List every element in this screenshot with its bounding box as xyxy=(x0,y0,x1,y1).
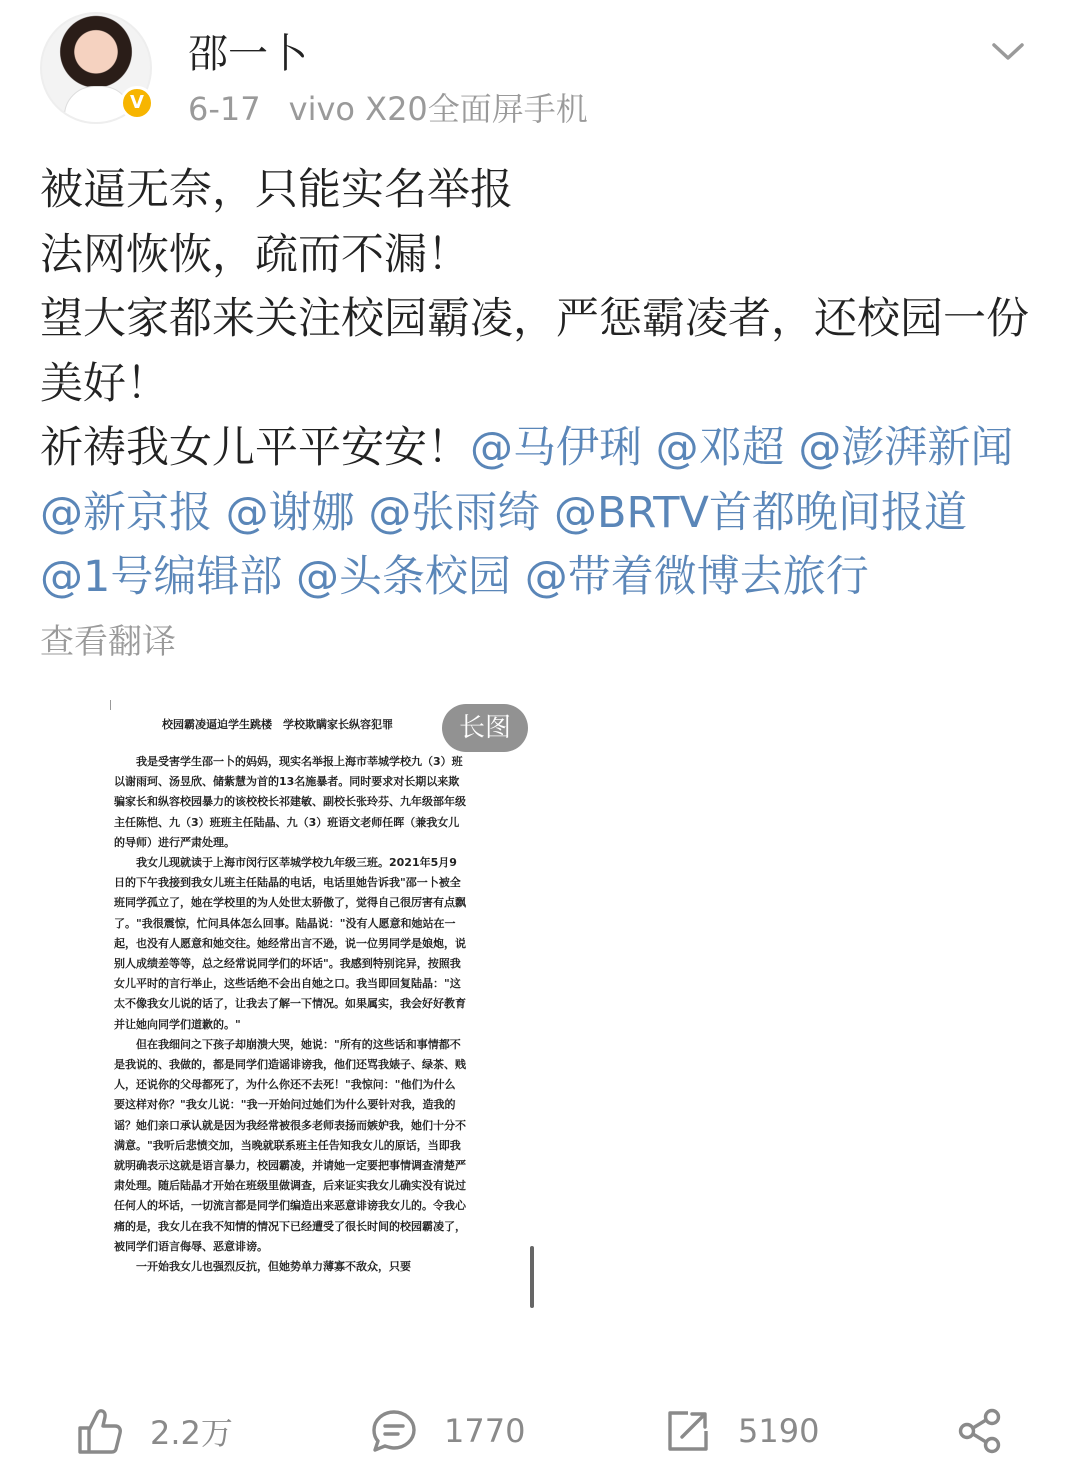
long-image-badge: 长图 xyxy=(442,704,528,752)
post-line-4 xyxy=(40,416,1040,610)
mention-link[interactable]: @谢娜 xyxy=(225,487,355,538)
mention-link[interactable]: @马伊琍 xyxy=(470,423,642,473)
post-line-1: 被逼无奈，只能实名举报 xyxy=(40,165,513,215)
like-count: 2.2万 xyxy=(150,1414,233,1452)
doc-paragraph: 但在我细问之下孩子却崩溃大哭，她说："所有的这些话和事情都不是我说的、我做的，都是同学们造谣诽谤我，他们还骂我婊子、绿茶、贱人，还说你的父母都死了，为什么你还不去死！"我惊问："他们为什么要这样对你？"我女儿说："我一开始问过她们为什么要针对我，造我的谣？她们亲口承认就是因为我经常被很多老师表扬而嫉妒我，她们十分不满意。"我听后悲愤交加，当晚就联系班主任告知我女儿的原话，当即我就明确表示这就是语言暴力，校园霸凌，并请她一定要把事情调查清楚严肃处理。随后陆晶才开始在班级里做调查，后来证实我女儿确实没有说过任何人的坏话，一切流言都是同学们编造出来恶意诽谤我女儿的。令我心痛的是，我女儿在我不知情的情况下已经遭受了很长时间的校园霸凌了，被同学们语言侮辱、恶意诽谤。 xyxy=(114,1037,466,1253)
comment-icon xyxy=(370,1407,418,1455)
mention-link[interactable]: @张雨绮 xyxy=(368,487,541,538)
share-button[interactable] xyxy=(956,1404,1004,1458)
translate-link[interactable]: 查看翻译 xyxy=(40,622,176,662)
mention-link[interactable]: @邓超 xyxy=(655,423,785,473)
mention-link[interactable]: @澎湃新闻 xyxy=(798,423,1014,473)
username[interactable]: 邵一卜 xyxy=(188,31,308,77)
post-date: 6-17 xyxy=(188,90,261,128)
repost-count: 5190 xyxy=(738,1412,820,1450)
mention-link[interactable]: @头条校园 xyxy=(296,552,512,602)
action-bar xyxy=(0,1392,1080,1482)
doc-paragraph: 我女儿现就读于上海市闵行区莘城学校九年级三班。2021年5月9日的下午我接到我女儿班主任陆晶的电话，电话里她告诉我"邵一卜被全班同学孤立了，她在学校里的为人处世太骄傲了，觉得自己很厉害有点飘了。"我很震惊，忙问具体怎么回事。陆晶说："没有人愿意和她站在一起，也没有人愿意和她交往。她经常出言不逊，说一位男同学是娘炮，说别人成绩差等等，总之经常说同学们的坏话"。我感到特别诧异，按照我女儿平时的言行举止，这些话绝不会出自她之口。我当即回复陆晶："这太不像我女儿说的话了，让我去了解一下情况。如果属实，我会好好教育并让她向同学们道歉的。" xyxy=(114,856,466,1031)
post-meta xyxy=(188,84,616,130)
doc-paragraph: 一开始我女儿也强烈反抗，但她势单力薄寡不敌众，只要 xyxy=(136,1260,411,1274)
comment-button[interactable] xyxy=(370,1404,525,1458)
mention-link[interactable]: @BRTV首都晚间报道 xyxy=(554,487,967,538)
repost-icon xyxy=(664,1407,712,1455)
image-corner-mark xyxy=(110,700,116,710)
doc-paragraph: 我是受害学生邵一卜的妈妈，现实名举报上海市莘城学校九（3）班以谢雨珂、汤昱欣、储紫慧为首的13名施暴者。同时要求对长期以来欺骗家长和纵容校园暴力的该校校长祁建敏、副校长张玲芬、九年级部年级主任陈恺、九（3）班班主任陆晶、九（3）班语文老师任晖（兼我女儿的导师）进行严肃处理。 xyxy=(114,755,466,849)
repost-button[interactable] xyxy=(664,1404,819,1458)
comment-count: 1770 xyxy=(444,1412,526,1450)
like-button[interactable] xyxy=(76,1404,233,1458)
mention-link[interactable]: @新京报 xyxy=(40,487,212,538)
post-line-2: 法网恢恢，疏而不漏！ xyxy=(40,229,470,280)
mention-link[interactable]: @1号编辑部 xyxy=(40,552,283,602)
mention-link[interactable]: @带着微博去旅行 xyxy=(524,552,869,602)
image-scroll-indicator xyxy=(530,1246,534,1308)
long-image[interactable] xyxy=(100,698,540,1368)
post-device: vivo X20全面屏手机 xyxy=(288,90,588,128)
post-header xyxy=(0,0,1080,140)
doc-body xyxy=(114,752,466,1277)
post-prayer-text: 祈祷我女儿平平安安！ xyxy=(40,423,470,473)
share-icon xyxy=(956,1407,1004,1455)
post-text xyxy=(40,158,1040,610)
doc-title: 校园霸凌逼迫学生跳楼 学校欺瞒家长纵容犯罪 xyxy=(162,718,393,731)
post-line-3: 望大家都来关注校园霸凌，严惩霸凌者，还校园一份美好！ xyxy=(40,294,1029,409)
verified-badge-icon: V xyxy=(120,86,154,120)
chevron-down-icon[interactable] xyxy=(990,36,1026,66)
thumbs-up-icon xyxy=(76,1406,124,1456)
